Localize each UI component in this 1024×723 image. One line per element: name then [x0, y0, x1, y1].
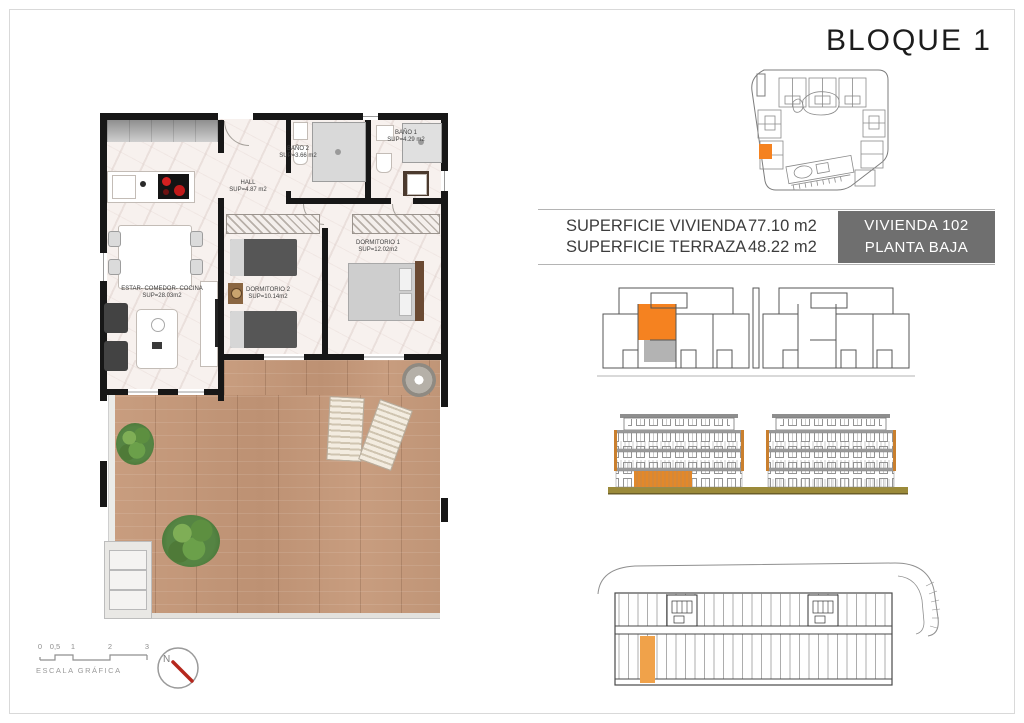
keyplan-terrace-highlight [644, 340, 676, 362]
shower [312, 122, 366, 182]
ground-band [608, 487, 908, 493]
scale-bar [36, 642, 166, 675]
chair [108, 259, 121, 275]
site-pool-small [793, 99, 803, 112]
chair [190, 259, 203, 275]
bathroom-sink [293, 122, 308, 140]
surface-row: SUPERFICIE TERRAZA 48.22 m2 [566, 238, 817, 256]
bed-single [230, 239, 297, 276]
building-elevations [608, 412, 913, 500]
dining-table [118, 225, 192, 289]
scale-bar-label: ESCALA GRÁFICA [36, 666, 122, 675]
cooktop [158, 174, 189, 199]
room-label-dormitorio2: DORMITORIO 2 SUP=10.14m2 [246, 287, 290, 300]
elevation-left [614, 414, 744, 487]
plant [116, 423, 154, 465]
nightstand [228, 283, 243, 304]
site-unit-highlight [759, 144, 772, 159]
surface-table [538, 211, 995, 263]
site-block-top [779, 78, 866, 107]
north-compass [152, 640, 204, 696]
faucet-icon [140, 181, 146, 187]
road-inner [898, 576, 924, 634]
chair [190, 231, 203, 247]
bed-single [230, 311, 297, 348]
room-label-hall: HALL SUP=4.87 m2 [229, 180, 267, 193]
stair-core [808, 595, 838, 626]
compass-needle [173, 662, 192, 681]
plant [162, 515, 220, 567]
unit-badge: VIVIENDA 102 PLANTA BAJA [838, 211, 995, 263]
bed-double [348, 263, 416, 321]
coffee-table [136, 309, 178, 369]
room-label-estar: ESTAR- COMEDOR- COCINA SUP=28.03m2 [121, 286, 203, 299]
sun-lounger [326, 396, 364, 462]
round-planter [402, 363, 436, 397]
stair-core [667, 595, 697, 626]
wardrobe [352, 214, 440, 234]
headboard [415, 261, 424, 321]
block-keyplan [595, 280, 917, 392]
table-bottom-line [538, 264, 995, 265]
wardrobe [226, 214, 320, 234]
terrace-steps [104, 541, 152, 619]
room-label-bano1: BAÑO 1 SUP=4.29 m2 [387, 130, 425, 143]
washer-column [403, 171, 429, 196]
kitchen-cabinets [107, 120, 218, 142]
armchair [104, 341, 128, 371]
north-letter: N [163, 654, 171, 665]
elevation-right [766, 414, 896, 487]
site-block-diagonal [786, 155, 855, 190]
page-title: BLOQUE 1 [825, 24, 992, 57]
apartment-floorplan [100, 113, 448, 627]
scale-ticks: 0 0,5 1 2 3 [37, 642, 150, 651]
site-block-right [855, 110, 885, 186]
tv-icon [215, 299, 218, 347]
room-label-bano2: BAÑO 2 SUP=3.66 m2 [279, 146, 317, 159]
table-top-line [538, 209, 995, 210]
terrace-edge [114, 613, 440, 619]
site-overview-plan [745, 62, 897, 198]
kitchen-sink [112, 175, 136, 199]
armchair [104, 303, 128, 333]
toilet [376, 153, 392, 173]
chair [108, 231, 121, 247]
surface-row: SUPERFICIE VIVIENDA 77.10 m2 [566, 217, 817, 235]
parking-plan [590, 556, 950, 702]
room-label-dormitorio1: DORMITORIO 1 SUP=12.02m2 [356, 240, 400, 253]
site-pool [803, 92, 840, 115]
parking-space-highlight [640, 636, 655, 683]
keyplan-unit-highlight [638, 304, 676, 340]
scale-bar-steps [36, 652, 156, 662]
